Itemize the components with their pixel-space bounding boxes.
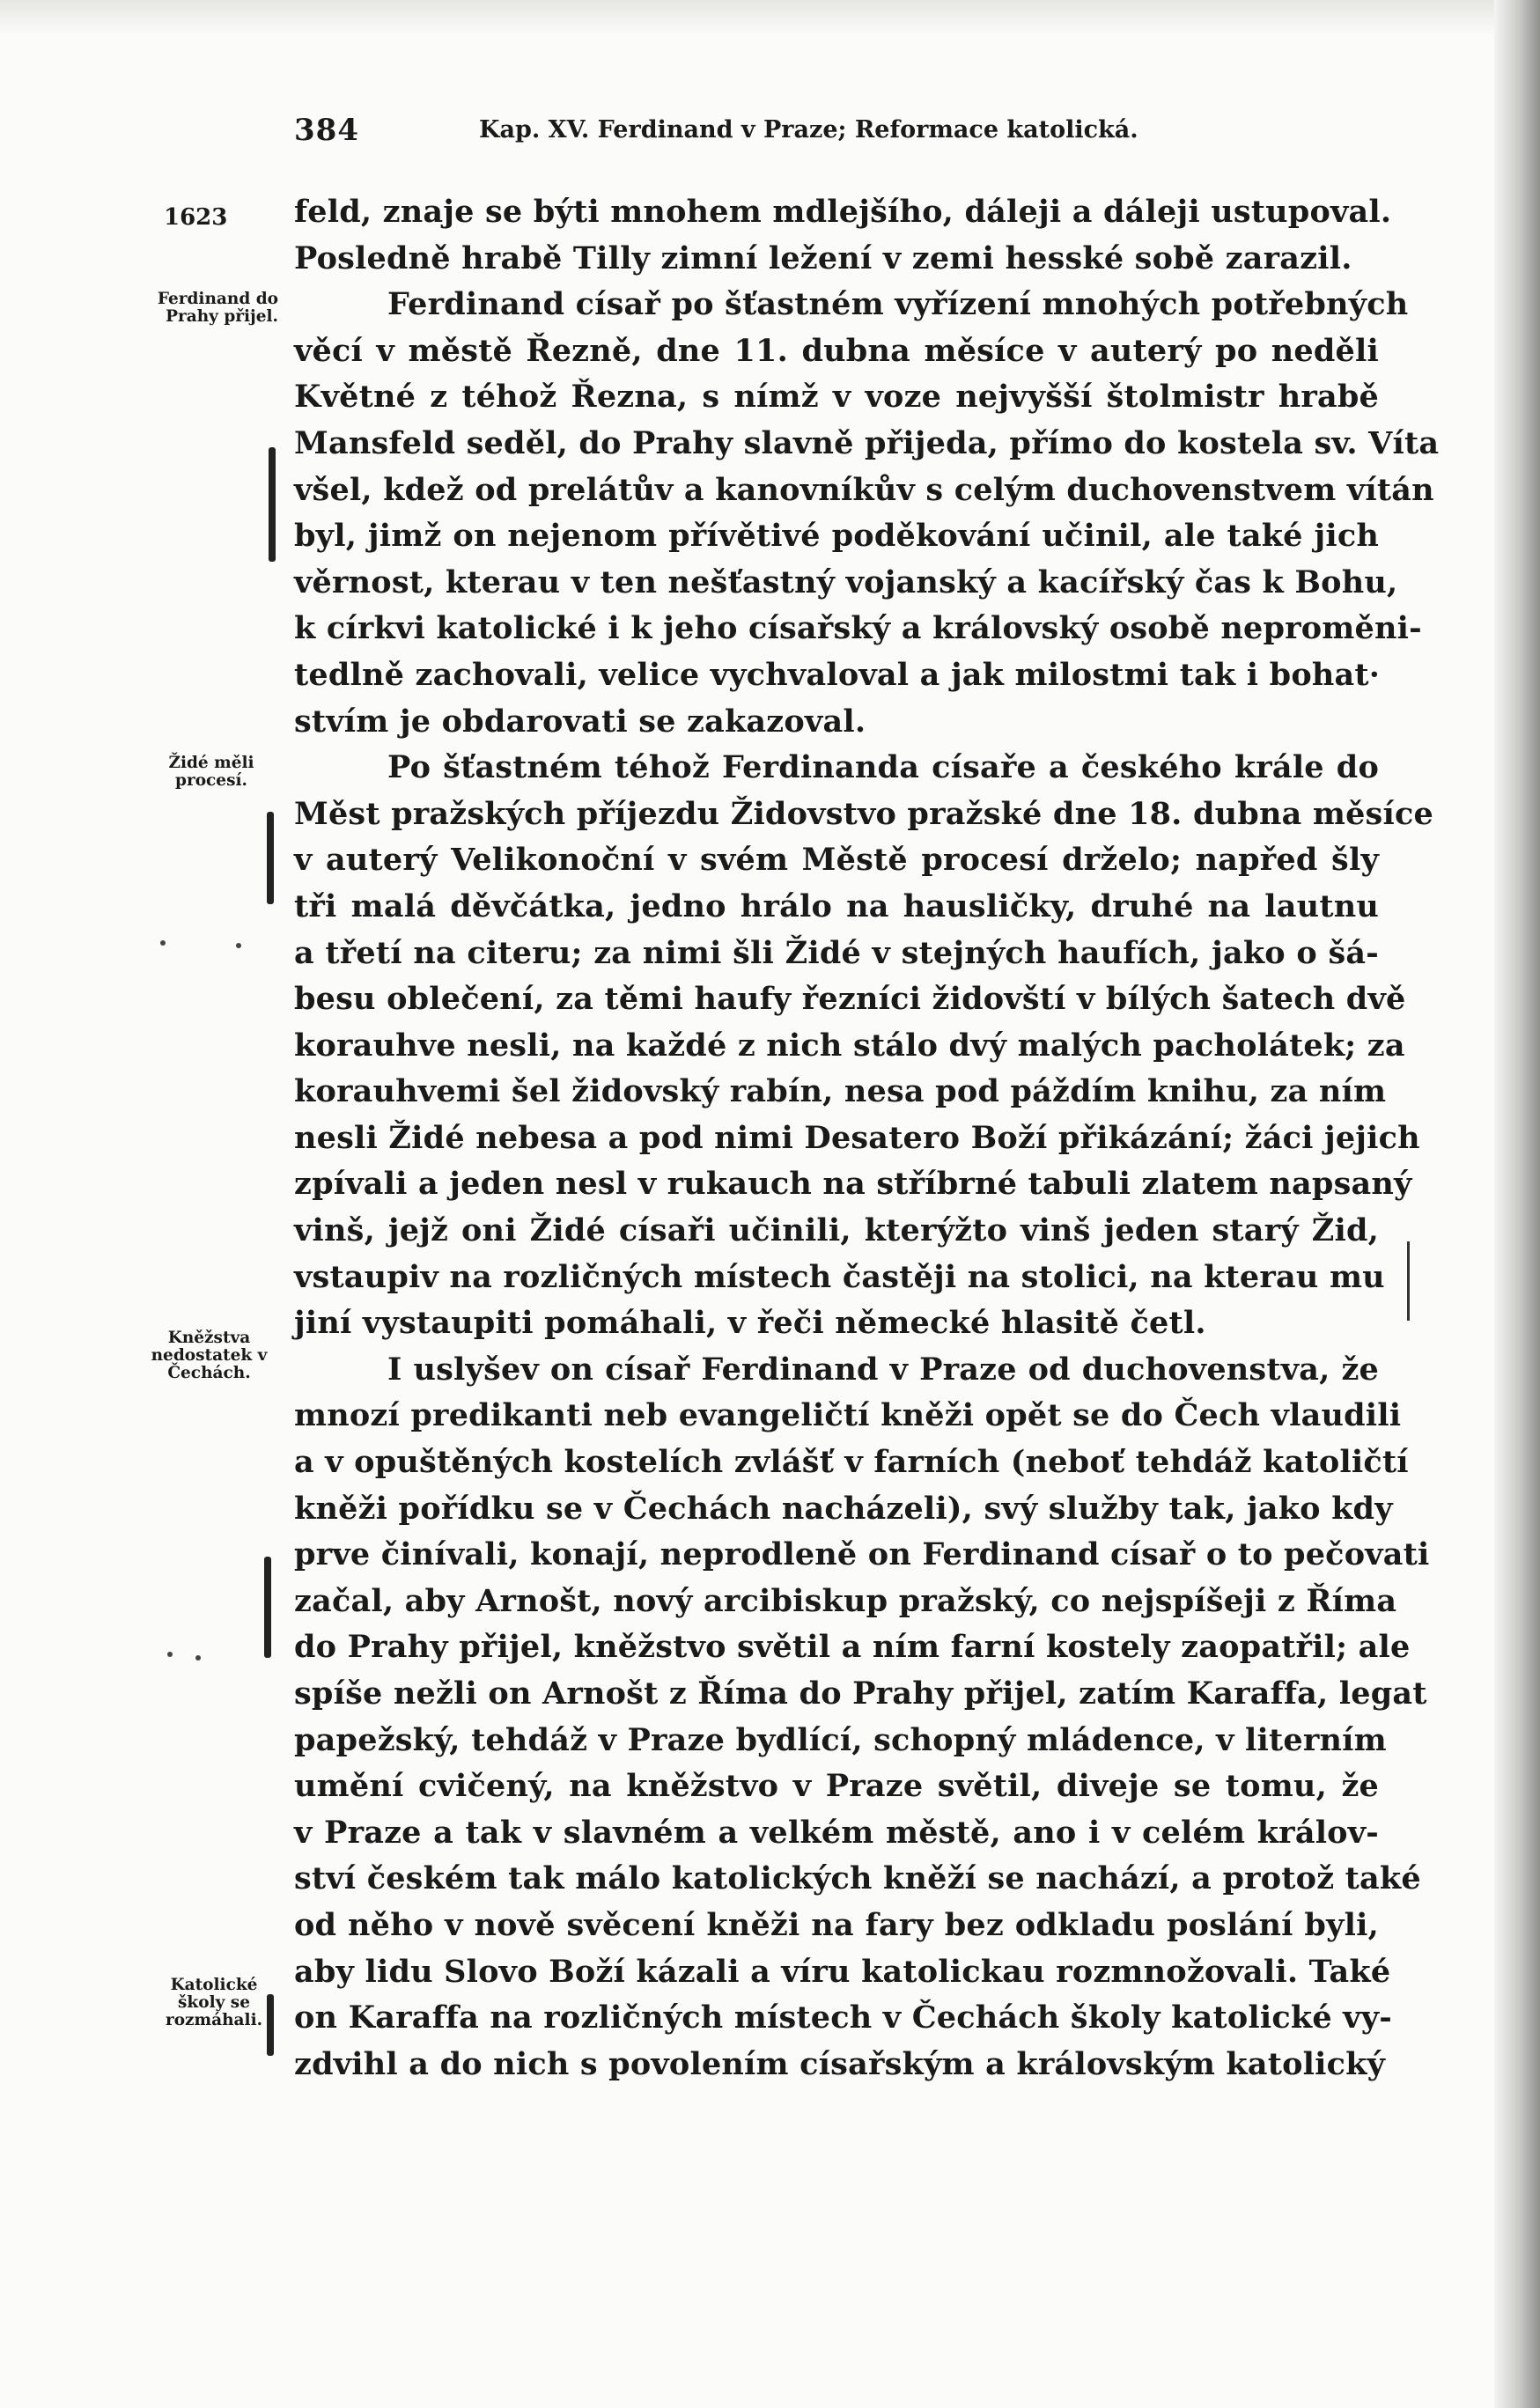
text-line: feld, znaje se býti mnohem mdlejšího, dáleji a dáleji ustupoval. (294, 194, 1392, 230)
text-line: zdvihl a do nich s povolením císařským a královským katolický (294, 2045, 1386, 2082)
text-line: Květné z téhož Řezna, s nímž v voze nejvyšší štolmistr hrabě (294, 379, 1379, 416)
text-line: mnozí predikanti neb evangeličtí kněži opět se do Čech vlaudili (294, 1397, 1402, 1434)
margin-year: 1623 (164, 204, 228, 231)
text-line: umění cvičený, na kněžstvo v Praze světil, diveje se tomu, že (294, 1768, 1379, 1805)
margin-note-ferdinand: Ferdinand do Prahy přijel. (157, 290, 278, 326)
text-line: papežský, tehdáž v Praze bydlící, schopný mládence, v literním (294, 1721, 1387, 1758)
text-line: ství českém tak málo katolických kněží se nachází, a protož také (294, 1860, 1421, 1897)
text-line: stvím je obdarovati se zakazoval. (294, 703, 866, 740)
text-line: zpívali a jeden nesl v rukauch na stříbrné tabuli zlatem napsaný (294, 1166, 1412, 1203)
text-line: a třetí na citeru; za nimi šli Židé v stejných haufích, jako o šá- (294, 934, 1379, 971)
text-line: začal, aby Arnošt, nový arcibiskup pražský, co nejspíšeji z Říma (294, 1582, 1397, 1619)
margin-note-knezstvo: Kněžstva nedostatek v Čechách. (151, 1329, 268, 1382)
text-line: Ferdinand císař po šťastném vyřízení mnohých potřebných (387, 286, 1409, 323)
text-line: aby lidu Slovo Boží kázali a víru katolickau rozmnožovali. Také (294, 1953, 1391, 1990)
text-line: věrnost, kterau v ten nešťastný vojanský a kacířský čas k Bohu, (294, 563, 1398, 600)
text-line: byl, jimž on nejenom přívětivé poděkování učinil, ale také jich (294, 518, 1379, 555)
text-line: vstaupiv na rozličných místech častěji na stolici, na kterau mu (294, 1258, 1385, 1295)
text-line: vinš, jejž oni Židé císaři učinili, kterýžto vinš jeden starý Žid, (294, 1212, 1379, 1249)
scan-top-shadow (0, 0, 1540, 35)
page-number: 384 (294, 113, 359, 148)
scan-speck (167, 1652, 173, 1657)
scan-mark (1407, 1241, 1410, 1321)
text-line: a v opuštěných kostelích zvlášť v farních (neboť tehdáž katoličtí (294, 1444, 1409, 1481)
margin-note-zide: Židé měli procesí. (168, 754, 254, 790)
scan-page-edge (1494, 0, 1540, 2408)
text-line: k církvi katolické i k jeho císařský a královský osobě neproměni- (294, 610, 1422, 647)
text-line: všel, kdež od prelátův a kanovníkův s celým duchovenstvem vítán (294, 471, 1434, 508)
text-line: nesli Židé nebesa a pod nimi Desatero Boží přikázání; žáci jejich (294, 1119, 1420, 1156)
text-line: Posledně hrabě Tilly zimní ležení v zemi hesské sobě zarazil. (294, 239, 1352, 276)
text-line: tři malá děvčátka, jedno hrálo na hausličky, druhé na lautnu (294, 887, 1379, 924)
text-line: Po šťastném téhož Ferdinanda císaře a českého krále do (387, 749, 1379, 786)
text-line: v auterý Velikonoční v svém Městě procesí drželo; napřed šly (294, 842, 1379, 879)
scan-speck (236, 943, 241, 948)
text-line: tedlně zachovali, velice vychvaloval a jak milostmi tak i bohat· (294, 656, 1381, 693)
text-line: od něho v nově svěcení kněži na fary bez odkladu poslání byli, (294, 1906, 1379, 1943)
scan-speck (160, 940, 166, 946)
text-line: korauhvemi šel židovský rabín, nesa pod páždím knihu, za ním (294, 1073, 1387, 1110)
text-line: besu oblečení, za těmi haufy řezníci židovští v bílých šatech dvě (294, 981, 1406, 1018)
text-line: věcí v městě Řezně, dne 11. dubna měsíce v auterý po neděli (294, 332, 1379, 369)
text-line: kněži pořídku se v Čechách nacházeli), svý služby tak, jako kdy (294, 1490, 1393, 1527)
margin-bracket (264, 1557, 271, 1658)
text-line: v Praze a tak v slavném a velkém městě, ano i v celém králov- (294, 1814, 1379, 1851)
body-text (294, 189, 1440, 2088)
margin-note-skoly: Katolické školy se rozmáhali. (165, 1976, 263, 2029)
margin-bracket (269, 447, 276, 562)
page-header (294, 113, 1263, 157)
text-line: prve činívali, konají, neprodleně on Ferdinand císař o to pečovati (294, 1536, 1430, 1573)
text-line: do Prahy přijel, kněžstvo světil a ním farní kostely zaopatřil; ale (294, 1629, 1411, 1666)
margin-bracket (267, 1994, 274, 2056)
running-head: Kap. XV. Ferdinand v Praze; Reformace katolická. (479, 116, 1138, 144)
margin-bracket (267, 812, 274, 904)
text-line: Mansfeld seděl, do Prahy slavně přijeda, přímo do kostela sv. Víta (294, 424, 1440, 461)
text-line: korauhve nesli, na každé z nich stálo dvý malých pacholátek; za (294, 1027, 1405, 1064)
text-line: jiní vystaupiti pomáhali, v řeči německé hlasitě četl. (294, 1305, 1206, 1342)
text-line: spíše nežli on Arnošt z Říma do Prahy přijel, zatím Karaffa, legat (294, 1675, 1427, 1712)
text-line: on Karaffa na rozličných místech v Čechách školy katolické vy- (294, 1999, 1392, 2036)
scan-speck (195, 1655, 201, 1661)
text-line: Měst pražských příjezdu Židovstvo pražské dne 18. dubna měsíce (294, 795, 1433, 832)
text-line: I uslyšev on císař Ferdinand v Praze od duchovenstva, že (387, 1351, 1379, 1388)
